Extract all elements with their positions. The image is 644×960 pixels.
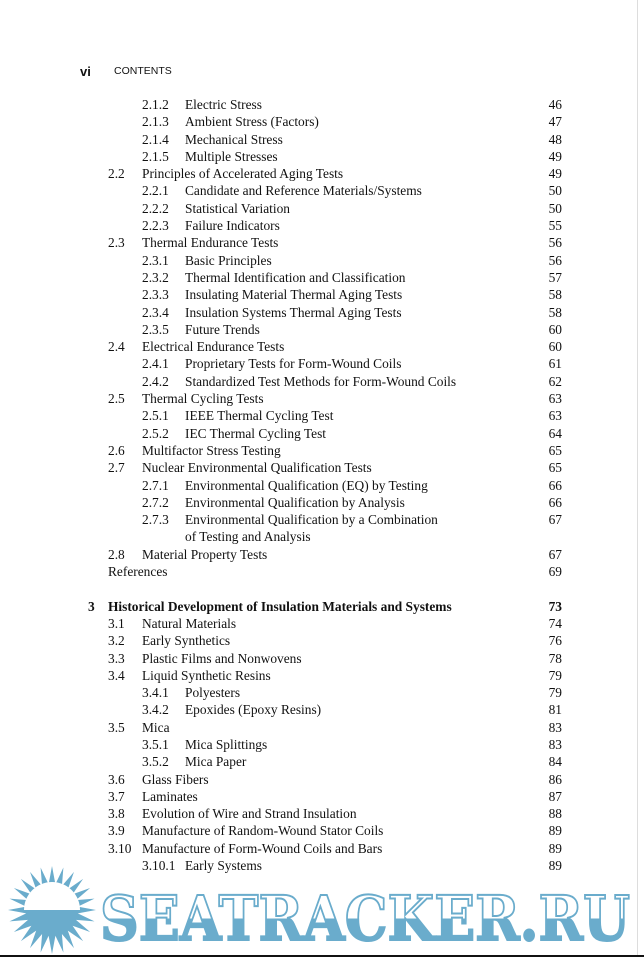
entry-page: 74 — [548, 615, 562, 631]
entry-page: 56 — [548, 235, 562, 251]
entry-page: 49 — [548, 148, 562, 164]
entry-page: 62 — [548, 373, 562, 389]
entry-number: 2.3.5 — [142, 321, 169, 337]
entry-title: Thermal Endurance Tests — [142, 235, 279, 251]
running-header — [80, 63, 172, 81]
entry-title: Failure Indicators — [185, 218, 280, 234]
toc-entry — [0, 632, 644, 649]
entry-page: 61 — [548, 356, 562, 372]
toc-entry — [0, 615, 644, 632]
entry-page: 69 — [548, 564, 562, 580]
entry-number: 3.5 — [108, 719, 125, 735]
watermark-logo — [0, 866, 644, 956]
entry-page: 67 — [548, 546, 562, 562]
toc-entry — [0, 459, 644, 476]
toc-entry — [0, 373, 644, 390]
entry-number: 3.6 — [108, 771, 125, 787]
entry-title: Basic Principles — [185, 252, 272, 268]
entry-page: 83 — [548, 719, 562, 735]
entry-page: 58 — [548, 287, 562, 303]
entry-title: Statistical Variation — [185, 200, 290, 216]
entry-title: Candidate and Reference Materials/Systems — [185, 183, 422, 199]
entry-title: Epoxides (Epoxy Resins) — [185, 702, 322, 718]
sun-icon — [8, 866, 96, 954]
toc-entry — [0, 321, 644, 338]
entry-page: 89 — [548, 858, 562, 874]
entry-title: Glass Fibers — [142, 771, 209, 787]
entry-number: 2.1.4 — [142, 131, 169, 147]
entry-title: Early Systems — [185, 858, 262, 874]
toc-entry — [0, 788, 644, 805]
entry-number: 3.4 — [108, 667, 125, 683]
entry-title: Electric Stress — [185, 97, 262, 112]
toc-entry — [0, 701, 644, 718]
entry-number: 2.1.5 — [142, 148, 169, 164]
entry-page: 50 — [548, 183, 562, 199]
toc-entry — [0, 840, 644, 857]
toc-entry — [0, 494, 644, 511]
entry-page: 56 — [548, 252, 562, 268]
entry-number: 2.2 — [108, 166, 125, 182]
entry-title: Nuclear Environmental Qualification Tests — [142, 460, 372, 476]
entry-number: 2.5 — [108, 391, 125, 407]
entry-page: 79 — [548, 685, 562, 701]
entry-title: Insulation Systems Thermal Aging Tests — [185, 304, 402, 320]
entry-title: Mica Paper — [185, 754, 247, 770]
spacer — [0, 580, 644, 597]
entry-title: Material Property Tests — [142, 546, 268, 562]
toc-chapter-entry — [0, 598, 644, 615]
entry-number: 3.10.1 — [142, 858, 176, 874]
entry-page: 66 — [548, 494, 562, 510]
table-of-contents — [0, 96, 644, 874]
entry-title: Polyesters — [185, 685, 241, 701]
toc-entry — [0, 338, 644, 355]
toc-entry — [0, 113, 644, 130]
entry-number: 2.2.2 — [142, 200, 169, 216]
toc-entry — [0, 252, 644, 269]
entry-page: 73 — [548, 598, 562, 614]
entry-number: 2.4.2 — [142, 373, 169, 389]
entry-number: 2.1.3 — [142, 114, 169, 130]
entry-page: 86 — [548, 771, 562, 787]
entry-title: Future Trends — [185, 321, 260, 337]
entry-page: 46 — [548, 97, 562, 112]
entry-number: 3 — [88, 598, 95, 614]
toc-entry — [0, 131, 644, 148]
entry-number: 3.5.1 — [142, 736, 169, 752]
entry-title: Insulating Material Thermal Aging Tests — [185, 287, 403, 303]
toc-entry — [0, 286, 644, 303]
toc-entry — [0, 528, 644, 545]
entry-number: 2.7.3 — [142, 512, 169, 528]
entry-page: 89 — [548, 840, 562, 856]
entry-page: 67 — [548, 512, 562, 528]
entry-number: 3.3 — [108, 650, 125, 666]
entry-number: 2.4 — [108, 339, 125, 355]
entry-page: 76 — [548, 633, 562, 649]
entry-title: Mica — [142, 719, 170, 735]
toc-entry — [0, 165, 644, 182]
toc-entry — [0, 650, 644, 667]
entry-page: 65 — [548, 460, 562, 476]
entry-number: 3.9 — [108, 823, 125, 839]
toc-entry — [0, 304, 644, 321]
running-title: CONTENTS — [114, 65, 172, 77]
entry-number: 2.7.1 — [142, 477, 169, 493]
entry-page: 55 — [548, 218, 562, 234]
entry-title: Environmental Qualification by a Combination — [185, 512, 438, 528]
toc-entry — [0, 753, 644, 770]
entry-title: References — [108, 564, 168, 580]
entry-page: 50 — [548, 200, 562, 216]
entry-title: of Testing and Analysis — [185, 529, 311, 545]
entry-title: Mechanical Stress — [185, 131, 283, 147]
entry-page: 83 — [548, 736, 562, 752]
entry-number: 3.5.2 — [142, 754, 169, 770]
entry-title: Environmental Qualification by Analysis — [185, 494, 405, 510]
entry-title: Mica Splittings — [185, 736, 268, 752]
entry-page: 65 — [548, 442, 562, 458]
entry-page: 60 — [548, 339, 562, 355]
toc-entry — [0, 736, 644, 753]
entry-page: 63 — [548, 408, 562, 424]
entry-title: Environmental Qualification (EQ) by Testing — [185, 477, 428, 493]
entry-number: 2.2.1 — [142, 183, 169, 199]
entry-number: 3.1 — [108, 615, 125, 631]
entry-title: Proprietary Tests for Form-Wound Coils — [185, 356, 402, 372]
toc-entry — [0, 719, 644, 736]
entry-title: Ambient Stress (Factors) — [185, 114, 319, 130]
entry-page: 48 — [548, 131, 562, 147]
entry-title: Liquid Synthetic Resins — [142, 667, 271, 683]
entry-page: 81 — [548, 702, 562, 718]
toc-entry — [0, 805, 644, 822]
entry-number: 2.2.3 — [142, 218, 169, 234]
entry-number: 3.2 — [108, 633, 125, 649]
entry-number: 2.8 — [108, 546, 125, 562]
entry-number: 2.3.3 — [142, 287, 169, 303]
toc-entry — [0, 511, 644, 528]
toc-entry — [0, 771, 644, 788]
page-number: vi — [80, 64, 91, 79]
toc-entry — [0, 684, 644, 701]
entry-page: 63 — [548, 391, 562, 407]
entry-title: Manufacture of Random-Wound Stator Coils — [142, 823, 384, 839]
entry-number: 2.6 — [108, 442, 125, 458]
toc-entry — [0, 148, 644, 165]
entry-page: 58 — [548, 304, 562, 320]
entry-title: Multifactor Stress Testing — [142, 442, 281, 458]
watermark-text: SEATRACKER.RU — [100, 882, 630, 955]
entry-title: IEC Thermal Cycling Test — [185, 425, 327, 441]
toc-entry — [0, 822, 644, 839]
toc-entry — [0, 667, 644, 684]
entry-page: 47 — [548, 114, 562, 130]
entry-number: 2.3.1 — [142, 252, 169, 268]
entry-title: Multiple Stresses — [185, 148, 278, 164]
entry-title: Early Synthetics — [142, 633, 231, 649]
entry-page: 49 — [548, 166, 562, 182]
entry-page: 84 — [548, 754, 562, 770]
entry-page: 64 — [548, 425, 562, 441]
entry-page: 66 — [548, 477, 562, 493]
entry-number: 2.7.2 — [142, 494, 169, 510]
entry-title: IEEE Thermal Cycling Test — [185, 408, 334, 424]
entry-title: Natural Materials — [142, 615, 237, 631]
entry-page: 88 — [548, 806, 562, 822]
entry-title: Manufacture of Form-Wound Coils and Bars — [142, 840, 383, 856]
entry-number: 3.7 — [108, 788, 125, 804]
entry-title: Electrical Endurance Tests — [142, 339, 285, 355]
entry-title: Thermal Identification and Classification — [185, 269, 406, 285]
entry-title: Principles of Accelerated Aging Tests — [142, 166, 344, 182]
toc-entry — [0, 563, 644, 580]
entry-number: 3.4.2 — [142, 702, 169, 718]
entry-title: Thermal Cycling Tests — [142, 391, 264, 407]
toc-entry — [0, 477, 644, 494]
entry-page: 57 — [548, 269, 562, 285]
entry-number: 2.3.2 — [142, 269, 169, 285]
entry-page: 89 — [548, 823, 562, 839]
entry-title: Laminates — [142, 788, 198, 804]
toc-entry — [0, 269, 644, 286]
entry-title: Plastic Films and Nonwovens — [142, 650, 302, 666]
toc-entry — [0, 390, 644, 407]
toc-entry — [0, 355, 644, 372]
entry-title: Historical Development of Insulation Materials and Systems — [108, 598, 452, 614]
toc-entry — [0, 96, 644, 113]
entry-number: 3.8 — [108, 806, 125, 822]
entry-number: 2.3 — [108, 235, 125, 251]
toc-entry — [0, 442, 644, 459]
toc-entry — [0, 407, 644, 424]
entry-title: Evolution of Wire and Strand Insulation — [142, 806, 357, 822]
entry-number: 2.7 — [108, 460, 125, 476]
entry-page: 79 — [548, 667, 562, 683]
entry-number: 3.4.1 — [142, 685, 169, 701]
entry-page: 60 — [548, 321, 562, 337]
entry-page: 78 — [548, 650, 562, 666]
entry-number: 2.3.4 — [142, 304, 169, 320]
entry-number: 2.5.2 — [142, 425, 169, 441]
entry-number: 3.10 — [108, 840, 132, 856]
entry-title: Standardized Test Methods for Form-Wound Coils — [185, 373, 457, 389]
toc-entry — [0, 182, 644, 199]
toc-entry — [0, 546, 644, 563]
entry-number: 2.1.2 — [142, 97, 169, 112]
toc-entry — [0, 200, 644, 217]
toc-entry — [0, 217, 644, 234]
toc-entry — [0, 234, 644, 251]
entry-number: 2.5.1 — [142, 408, 169, 424]
entry-page: 87 — [548, 788, 562, 804]
toc-entry — [0, 425, 644, 442]
entry-number: 2.4.1 — [142, 356, 169, 372]
